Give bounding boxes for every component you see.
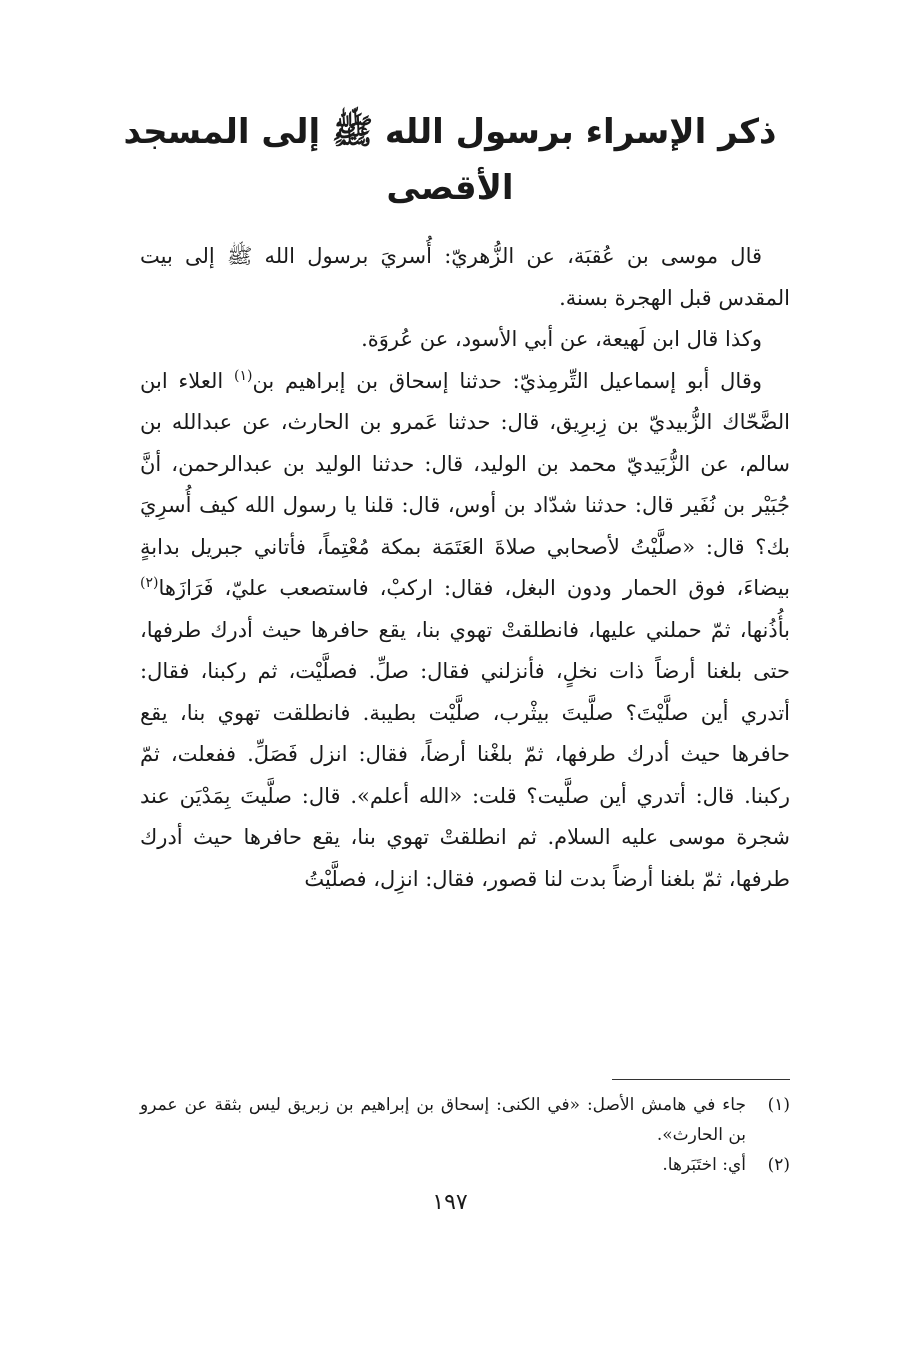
paragraph-2: وكذا قال ابن لَهيعة، عن أبي الأسود، عن عُروَة. [361, 327, 762, 351]
footnotes [140, 1090, 790, 1180]
footnote-number: (٢) [767, 1155, 790, 1175]
body-text [140, 236, 790, 900]
paragraph-3-part-1: وقال أبو إسماعيل التِّرمِذيّ: حدثنا إسحاق بن إبراهيم بن [252, 368, 762, 393]
footnote-1 [140, 1090, 790, 1150]
paragraph-3 [140, 361, 790, 901]
paragraph-3-part-3: بأُذُنها، ثمّ حملني عليها، فانطلقتْ تهوي بنا، يقع حافرها حيث أدرك طرفها، حتى بلغنا أرضاً ذات نخلٍ، فأنزلني فقال: صلِّ. فصلَّيْت، ثم ركبنا، فقال: أتدري أين صلَّيْتَ؟ صلَّيتَ بيثْرب، صلَّيْت بطيبة. فانطلقت تهوي بنا، يقع حافرها حيث أدرك طرفها، ثمّ بلغْنا أرضاً، فقال: انزل فَصَلِّ. ففعلت، ثمّ ركبنا. قال: أتدري أين صلَّيت؟ قلت: «الله أعلم». قال: صلَّيتَ بِمَدْيَن عند شجرة موسى عليه السلام. ثم انطلقتْ تهوي بنا، يقع حافرها حيث أدرك طرفها، ثمّ بلغنا أرضاً بدت لنا قصور، فقال: انزِل، فصلَّيْتُ [140, 617, 790, 891]
footnote-divider [612, 1079, 790, 1080]
footnote-text: جاء في هامش الأصل: «في الكنى: إسحاق بن إبراهيم بن زبريق ليس بثقة عن عمرو بن الحارث». [140, 1095, 746, 1145]
footnote-ref-2: (٢) [140, 575, 159, 591]
page-number: ١٩٧ [432, 1190, 468, 1215]
chapter-title: ذكر الإسراء برسول الله ﷺ إلى المسجد الأقصى [123, 112, 777, 208]
paragraph-1: قال موسى بن عُقبَة، عن الزُّهريّ: أُسريَ برسول الله ﷺ إلى بيت المقدس قبل الهجرة بسنة. [140, 244, 790, 310]
footnote-text: أي: اختَبَرها. [662, 1155, 746, 1175]
footnote-2 [140, 1150, 790, 1180]
footnote-ref-1: (١) [233, 367, 253, 384]
paragraph-3-part-2: العلاء ابن الضَّحّاك الزُّبيديّ بن زِبرِيق، قال: حدثنا عَمرو بن الحارث، عن عبدالله بن سالم، عن الزُّبَيديّ محمد بن الوليد، قال: حدثنا الوليد بن عبدالرحمن، أنَّ جُبَيْر بن نُفَير قال: حدثنا شدّاد بن أوس، قال: قلنا يا رسول الله كيف أُسرِيَ بك؟ قال: «صلَّيْتُ لأصحابي صلاةَ العَتَمَة بمكة مُعْتِماً، فأتاني جبريل بدابةٍ بيضاءَ، فوق الحمار ودون البغل، فقال: اركبْ، فاستصعب عليّ، فَرَازَها [140, 368, 790, 600]
footnote-number: (١) [767, 1095, 790, 1115]
